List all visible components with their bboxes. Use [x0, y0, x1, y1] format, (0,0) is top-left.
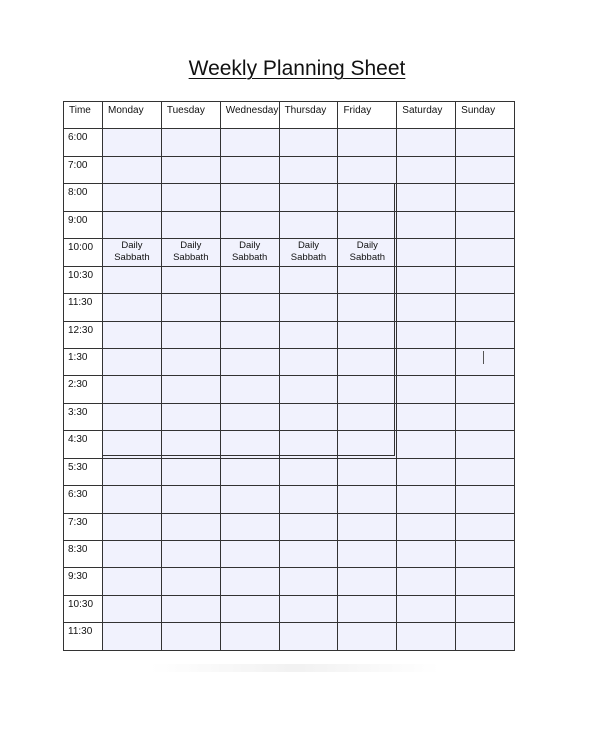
schedule-cell[interactable]: [279, 156, 338, 183]
schedule-cell[interactable]: [220, 568, 279, 595]
time-label: 11:30: [64, 623, 103, 650]
schedule-cell[interactable]: [161, 568, 220, 595]
schedule-cell[interactable]: [397, 156, 456, 183]
schedule-cell[interactable]: [220, 348, 279, 375]
schedule-cell[interactable]: [338, 266, 397, 293]
schedule-cell[interactable]: [103, 211, 162, 238]
schedule-cell[interactable]: [397, 184, 456, 211]
schedule-cell[interactable]: [456, 129, 515, 156]
schedule-cell[interactable]: [220, 458, 279, 485]
schedule-cell[interactable]: [220, 513, 279, 540]
header-day: Sunday: [456, 102, 515, 129]
schedule-cell[interactable]: [279, 239, 338, 266]
time-label: 7:00: [64, 156, 103, 183]
time-row: [64, 568, 515, 595]
schedule-cell[interactable]: [456, 595, 515, 622]
schedule-cell[interactable]: [338, 129, 397, 156]
schedule-cell[interactable]: [279, 568, 338, 595]
schedule-cell[interactable]: [279, 458, 338, 485]
header-time: Time: [64, 102, 103, 129]
time-label: 11:30: [64, 294, 103, 321]
schedule-cell[interactable]: [397, 239, 456, 266]
entry-text: Daily: [180, 240, 202, 252]
schedule-cell[interactable]: [279, 403, 338, 430]
schedule-cell[interactable]: [220, 403, 279, 430]
schedule-cell[interactable]: [338, 348, 397, 375]
schedule-cell[interactable]: [220, 541, 279, 568]
schedule-cell[interactable]: [220, 486, 279, 513]
schedule-cell[interactable]: [397, 513, 456, 540]
schedule-cell[interactable]: [456, 431, 515, 458]
schedule-cell[interactable]: [397, 403, 456, 430]
time-label: 4:30: [64, 431, 103, 458]
time-label: 9:00: [64, 211, 103, 238]
schedule-cell[interactable]: [338, 294, 397, 321]
schedule-cell[interactable]: [161, 376, 220, 403]
time-label: 10:30: [64, 595, 103, 622]
time-row: [64, 513, 515, 540]
schedule-cell[interactable]: [103, 184, 162, 211]
schedule-cell[interactable]: [397, 486, 456, 513]
schedule-cell[interactable]: [220, 129, 279, 156]
schedule-cell[interactable]: [161, 184, 220, 211]
schedule-cell[interactable]: [220, 321, 279, 348]
header-row: [64, 102, 515, 129]
time-row: [64, 486, 515, 513]
schedule-cell[interactable]: [456, 376, 515, 403]
schedule-cell[interactable]: [397, 348, 456, 375]
schedule-cell[interactable]: [161, 513, 220, 540]
schedule-cell[interactable]: [220, 184, 279, 211]
schedule-cell[interactable]: [220, 211, 279, 238]
schedule-cell[interactable]: [338, 321, 397, 348]
schedule-cell[interactable]: [103, 458, 162, 485]
time-label: 8:30: [64, 541, 103, 568]
schedule-cell[interactable]: [103, 321, 162, 348]
schedule-cell[interactable]: [161, 239, 220, 266]
schedule-cell[interactable]: [103, 129, 162, 156]
schedule-cell[interactable]: [456, 348, 515, 375]
header-day: Friday: [338, 102, 397, 129]
text-cursor: [483, 351, 484, 364]
time-row: [64, 595, 515, 622]
schedule-cell[interactable]: [279, 623, 338, 650]
page-title: [0, 56, 594, 82]
schedule-cell[interactable]: [220, 623, 279, 650]
entry-text: Sabbath: [290, 252, 327, 264]
schedule-cell[interactable]: [279, 129, 338, 156]
schedule-cell[interactable]: [456, 184, 515, 211]
schedule-cell[interactable]: [161, 156, 220, 183]
schedule-cell[interactable]: [397, 321, 456, 348]
schedule-cell[interactable]: [220, 595, 279, 622]
schedule-cell[interactable]: [338, 431, 397, 458]
time-row: [64, 623, 515, 650]
entry-text: Sabbath: [173, 252, 209, 264]
entry-text: Daily: [356, 240, 378, 252]
schedule-cell[interactable]: [161, 458, 220, 485]
schedule-cell[interactable]: [397, 541, 456, 568]
schedule-cell[interactable]: [161, 403, 220, 430]
schedule-cell[interactable]: [103, 294, 162, 321]
schedule-cell[interactable]: [456, 458, 515, 485]
schedule-cell[interactable]: [397, 266, 456, 293]
schedule-cell[interactable]: [161, 595, 220, 622]
time-row: [64, 129, 515, 156]
schedule-cell[interactable]: [103, 623, 162, 650]
schedule-cell[interactable]: [456, 513, 515, 540]
time-row: [64, 294, 515, 321]
header-day: Wednesday: [220, 102, 279, 129]
time-row: [64, 321, 515, 348]
schedule-cell[interactable]: [397, 595, 456, 622]
time-row: [64, 376, 515, 403]
time-label: 10:30: [64, 266, 103, 293]
header-day: Tuesday: [161, 102, 220, 129]
schedule-cell[interactable]: [456, 294, 515, 321]
time-label: 6:00: [64, 129, 103, 156]
schedule-cell[interactable]: [456, 486, 515, 513]
schedule-cell[interactable]: [220, 239, 279, 266]
schedule-cell[interactable]: [161, 294, 220, 321]
schedule-cell[interactable]: [103, 541, 162, 568]
header-day: Saturday: [397, 102, 456, 129]
schedule-cell[interactable]: [456, 156, 515, 183]
schedule-cell[interactable]: [220, 376, 279, 403]
schedule-cell[interactable]: [161, 623, 220, 650]
schedule-cell[interactable]: [397, 568, 456, 595]
schedule-cell[interactable]: [103, 376, 162, 403]
schedule-cell[interactable]: [338, 595, 397, 622]
time-row: [64, 184, 515, 211]
schedule-cell[interactable]: [338, 513, 397, 540]
schedule-cell[interactable]: [161, 129, 220, 156]
schedule-cell[interactable]: [279, 431, 338, 458]
scan-smudge: [150, 664, 440, 672]
schedule-cell[interactable]: [220, 156, 279, 183]
schedule-cell[interactable]: [338, 458, 397, 485]
schedule-cell[interactable]: [279, 513, 338, 540]
schedule-cell[interactable]: [397, 431, 456, 458]
time-label: 6:30: [64, 486, 103, 513]
schedule-cell[interactable]: [338, 211, 397, 238]
schedule-cell[interactable]: [103, 513, 162, 540]
schedule-cell[interactable]: [279, 348, 338, 375]
time-label: 5:30: [64, 458, 103, 485]
time-row: [64, 403, 515, 430]
schedule-cell[interactable]: [161, 348, 220, 375]
schedule-cell[interactable]: [161, 266, 220, 293]
time-label: 3:30: [64, 403, 103, 430]
schedule-cell[interactable]: [161, 486, 220, 513]
schedule-cell[interactable]: [397, 376, 456, 403]
schedule-cell[interactable]: [103, 266, 162, 293]
time-row: [64, 239, 515, 266]
schedule-cell[interactable]: [397, 294, 456, 321]
time-row: [64, 211, 515, 238]
schedule-cell[interactable]: [279, 321, 338, 348]
entry-text: Daily: [121, 240, 143, 252]
schedule-cell[interactable]: [456, 321, 515, 348]
time-label: 9:30: [64, 568, 103, 595]
time-row: [64, 156, 515, 183]
schedule-cell[interactable]: [338, 541, 397, 568]
entry-text: Daily: [297, 240, 320, 252]
schedule-cell[interactable]: [161, 541, 220, 568]
schedule-cell[interactable]: [220, 294, 279, 321]
header-day: Thursday: [279, 102, 338, 129]
entry-text: Sabbath: [114, 252, 150, 264]
time-label: 12:30: [64, 321, 103, 348]
schedule-cell[interactable]: [161, 431, 220, 458]
schedule-cell[interactable]: [279, 211, 338, 238]
entry-text: Sabbath: [349, 252, 386, 264]
schedule-cell[interactable]: [456, 623, 515, 650]
schedule-cell[interactable]: [103, 431, 162, 458]
schedule-cell[interactable]: [338, 486, 397, 513]
schedule-cell[interactable]: [397, 211, 456, 238]
schedule-cell[interactable]: [338, 184, 397, 211]
entry-text: Sabbath: [231, 252, 268, 264]
time-label: 7:30: [64, 513, 103, 540]
schedule-cell[interactable]: [338, 156, 397, 183]
schedule-cell[interactable]: [338, 568, 397, 595]
schedule-cell[interactable]: [103, 403, 162, 430]
schedule-cell[interactable]: [397, 623, 456, 650]
time-row: [64, 541, 515, 568]
schedule-cell[interactable]: [103, 239, 162, 266]
schedule-cell[interactable]: [103, 595, 162, 622]
schedule-cell[interactable]: [279, 184, 338, 211]
time-label: 10:00: [64, 239, 103, 266]
time-row: [64, 348, 515, 375]
schedule-cell[interactable]: [103, 486, 162, 513]
schedule-cell[interactable]: [338, 623, 397, 650]
schedule-cell[interactable]: [161, 321, 220, 348]
schedule-cell[interactable]: [397, 458, 456, 485]
time-label: 1:30: [64, 348, 103, 375]
header-day: Monday: [103, 102, 162, 129]
schedule-cell[interactable]: [338, 403, 397, 430]
schedule-cell[interactable]: [103, 568, 162, 595]
time-label: 2:30: [64, 376, 103, 403]
planning-table: [63, 101, 515, 651]
entry-text: Daily: [239, 240, 261, 252]
schedule-cell[interactable]: [456, 239, 515, 266]
schedule-cell[interactable]: [279, 595, 338, 622]
schedule-cell[interactable]: [397, 129, 456, 156]
schedule-cell[interactable]: [103, 348, 162, 375]
schedule-cell[interactable]: [338, 376, 397, 403]
schedule-cell[interactable]: [279, 294, 338, 321]
schedule-cell[interactable]: [338, 239, 397, 266]
schedule-cell[interactable]: [279, 376, 338, 403]
schedule-cell[interactable]: [220, 266, 279, 293]
schedule-cell[interactable]: [456, 541, 515, 568]
schedule-cell[interactable]: [103, 156, 162, 183]
schedule-cell[interactable]: [456, 568, 515, 595]
schedule-cell[interactable]: [161, 211, 220, 238]
schedule-cell[interactable]: [456, 211, 515, 238]
time-label: 8:00: [64, 184, 103, 211]
time-row: [64, 458, 515, 485]
schedule-cell[interactable]: [279, 486, 338, 513]
schedule-cell[interactable]: [456, 403, 515, 430]
schedule-cell[interactable]: [279, 541, 338, 568]
time-row: [64, 431, 515, 458]
schedule-cell[interactable]: [456, 266, 515, 293]
time-row: [64, 266, 515, 293]
schedule-cell[interactable]: [220, 431, 279, 458]
schedule-cell[interactable]: [279, 266, 338, 293]
title-text: Weekly Planning Sheet: [188, 57, 406, 80]
